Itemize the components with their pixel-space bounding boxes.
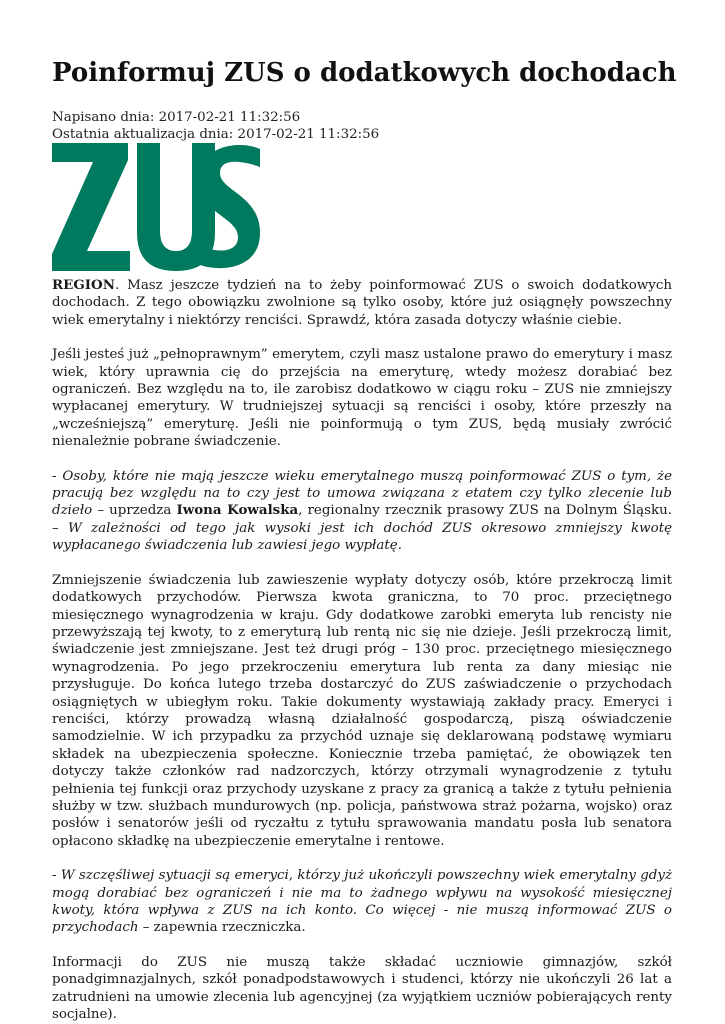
paragraph-intro	[52, 277, 672, 329]
quote-text-2: W zależności od tego jak wysoki jest ich dochód ZUS okresowo zmniejszy kwotę wypłacanego świadczenia lub zawiesi jego wypłatę.	[52, 520, 672, 554]
zus-logo-image	[52, 143, 260, 271]
paragraph-4: Zmniejszenie świadczenia lub zawieszenie wypłaty dotyczy osób, które przekroczą limit dodatkowych przychodów. Pierwsza kwota graniczna, to 70 proc. przeciętnego miesięcznego wynagrodzenia w kraju. Gdy dodatkowe zarobki emeryta lub rencisty nie przewyższają tej kwoty, to z emeryturą lub rentą nic się nie dzieje. Jeśli przekroczą limit, świadczenie jest zmniejszane. Jest też drugi próg – 130 proc. przeciętnego miesięcznego wynagrodzenia. Po jego przekroczeniu emerytura lub renta za dany miesiąc nie przysługuje. Do końca lutego trzeba dostarczyć do ZUS zaświadczenie o przychodach osiągniętych w ubiegłym roku. Takie dokumenty wystawiają zakłady pracy. Emeryci i renciści, którzy prowadzą własną działalność gospodarczą, piszą oświadczenie samodzielnie. W ich przypadku za przychód uznaje się deklarowaną podstawę wymiaru składek na ubezpieczenia społeczne. Koniecznie trzeba pamiętać, że obowiązek ten dotyczy także członków rad nadzorczych, którzy otrzymali wynagrodzenie z tytułu pełnienia tej funkcji oraz przychody uzyskane z pracy za granicą a także z tytułu pełnienia służby w tzw. służbach mundurowych (np. policja, państwowa straż pożarna, wojsko) oraz posłów i senatorów jeśli od ryczałtu z tytułu sprawowania mandatu posła lub senatora opłacono składkę na ubezpieczenie emerytalne i rentowe.	[52, 572, 672, 849]
article-title: Poinformuj ZUS o dodatkowych dochodach	[52, 58, 677, 88]
updated-date: Ostatnia aktualizacja dnia: 2017-02-21 11:32:56	[52, 127, 380, 142]
quote-text-3: - W szczęśliwej sytuacji są emeryci, którzy już ukończyli powszechny wiek emerytalny gdyż mogą dorabiać bez ograniczeń i nie ma to żadnego wpływu na wysokość miesięcznej kwoty, która wpływa z ZUS na ich konto. Co więcej - nie muszą informować ZUS o przychodach	[52, 868, 672, 936]
intro-text: . Masz jeszcze tydzień na to żeby poinformować ZUS o swoich dodatkowych dochodach. Z tego obowiązku zwolnione są tylko osoby, które już osiągnęły powszechny wiek emerytalny i niektórzy renciści. Sprawdź, która zasada dotyczy właśnie ciebie.	[52, 278, 672, 328]
attribution-text-1: – uprzedza	[92, 503, 177, 519]
spokesperson-name: Iwona Kowalska	[176, 502, 299, 519]
attribution-text-3: – zapewnia rzeczniczka.	[138, 920, 306, 936]
published-date: Napisano dnia: 2017-02-21 11:32:56	[52, 110, 301, 125]
attribution-text-2: , regionalny rzecznik prasowy ZUS na Dolnym Śląsku. –	[52, 503, 673, 536]
paragraph-quote-1	[52, 468, 672, 555]
paragraph-2: Jeśli jesteś już „pełnoprawnym” emerytem, czyli masz ustalone prawo do emerytury i masz wiek, który uprawnia cię do przejścia na emeryturę, wtedy możesz dorabiać bez ograniczeń. Bez względu na to, ile zarobisz dodatkowo w ciągu roku – ZUS nie zmniejszy wypłacanej emerytury. W trudniejszej sytuacji są renciści i osoby, które przeszły na „wcześniejszą” emeryturę. Jeśli nie poinformują o tym ZUS, będą musiały zwrócić nienależnie pobrane świadczenie.	[52, 347, 672, 450]
quote-text-1: - Osoby, które nie mają jeszcze wieku emerytalnego muszą poinformować ZUS o tym, że pracują bez względu na to czy jest to umowa związana z etatem czy tylko zlecenie lub dzieło	[52, 468, 672, 519]
zus-logo	[52, 143, 260, 271]
region-label: REGION	[52, 277, 115, 293]
article-meta	[52, 109, 379, 143]
paragraph-quote-2	[52, 867, 672, 937]
paragraph-6: Informacji do ZUS nie muszą także składać uczniowie gimnazjów, szkół ponadgimnazjalnych, szkół ponadpodstawowych i studenci, którzy nie ukończyli 26 lat a zatrudnieni na umowie zlecenia lub agencyjnej (za wyjątkiem uczniów pobierających renty socjalne).	[52, 954, 672, 1023]
article-body	[52, 277, 672, 1023]
